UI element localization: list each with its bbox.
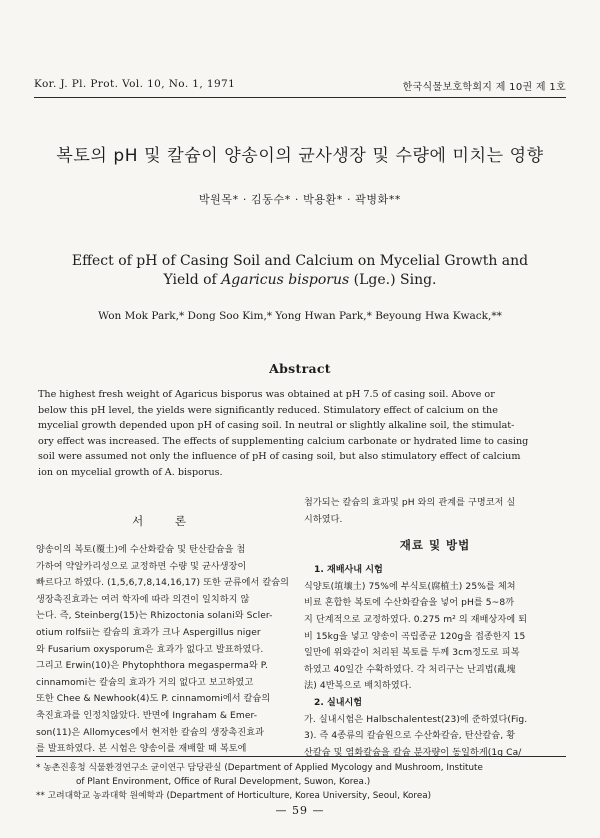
- intro-line: 와 Fusarium oxysporum은 효과가 없다고 발표하였다.: [36, 644, 264, 655]
- intro-line: 가하여 약알카리성으로 교정하면 수량 및 균사생장이: [36, 561, 247, 572]
- footnotes: [36, 756, 566, 803]
- intro-line: 그리고 Erwin(10)은 Phytophthora megasperma와 P.: [36, 661, 268, 672]
- abstract-line: The highest fresh weight of Agaricus bisporus was obtained at pH 7.5 of casing soil. Above or: [38, 389, 495, 400]
- abstract-heading: Abstract: [269, 361, 331, 376]
- intro-line: son(11)은 Allomyces에서 현저한 칼슘의 생장촉진효과: [36, 727, 264, 738]
- page-number: — 59 —: [275, 804, 325, 817]
- methods-line: 식양토(埴壤土) 75%에 부식토(腐植土) 25%를 체쳐: [304, 581, 516, 592]
- methods-line: 지 단계적으로 교정하였다. 0.275 m² 의 재배상자에 퇴: [304, 614, 528, 625]
- title-english-line-1: Effect of pH of Casing Soil and Calcium on Mycelial Growth and: [71, 253, 529, 269]
- abstract-line: ory effect was increased. The effects of supplementing calcium carbonate or hydrated lime to casing: [38, 435, 529, 447]
- methods-line: 法) 4반복으로 배치하였다.: [304, 681, 412, 692]
- intro-line: cinnamomi는 칼슘의 효과가 거의 없다고 보고하였고: [36, 677, 254, 688]
- title-english-line-2-post: (Lge.) Sing.: [349, 272, 437, 288]
- title-english-line-2-pre: Yield of: [163, 272, 222, 288]
- methods-line: 3). 즉 4종류의 칼슘원으로 수산화칼슘, 탄산칼슘, 황: [304, 731, 516, 742]
- subsection-heading: 2. 실내시험: [314, 697, 363, 708]
- methods-line: 산칼슘 및 염화칼슘을 칼슘 분자량이 동일하게(1g Ca/: [304, 747, 522, 758]
- intro-continued-line: 첨가되는 칼슘의 효과및 pH 와의 관계를 구명코저 실: [304, 498, 516, 508]
- intro-continued-line: 시하였다.: [304, 514, 343, 525]
- authors-korean: 박원목* · 김동수* · 박용환* · 곽병화**: [198, 193, 402, 206]
- methods-heading: 재료 및 방법: [399, 538, 471, 553]
- abstract-line: below this pH level, the yields were significantly reduced. Stimulatory effect of calcium on the: [38, 404, 498, 416]
- footnote-affiliation: * 농촌진흥청 식물환경연구소 균이연구 담당관실 (Department of Applied Mycology and Mushroom, Institute: [36, 763, 483, 773]
- intro-line: otium rolfsii는 칼슘의 효과가 크나 Aspergillus niger: [36, 627, 261, 638]
- intro-line: 생장촉진효과는 여러 학자에 따라 의견이 일치하지 않: [36, 594, 250, 605]
- header-rule: [34, 97, 566, 98]
- intro-line: 는다. 즉, Steinberg(15)는 Rhizoctonia solani와 Scler-: [36, 611, 273, 622]
- abstract-body: [38, 387, 562, 481]
- title-english: [0, 252, 600, 290]
- methods-line: 일만에 위와같이 처리된 복토를 두께 3cm정도로 피복: [304, 648, 520, 659]
- methods-line: 비료 혼합한 복토에 수산화칼슘을 넣어 pH를 5~8까: [304, 598, 515, 609]
- intro-line: 빠르다고 하였다. (1,5,6,7,8,14,16,17) 또한 균류에서 칼슘의: [36, 578, 290, 589]
- footnote-affiliation-continued: of Plant Environment, Office of Rural Development, Suwon, Korea.): [76, 777, 371, 787]
- intro-line: 또한 Chee & Newhook(4)도 P. cinnamomi에서 칼슘의: [36, 694, 271, 705]
- left-column: [36, 508, 296, 758]
- intro-line: 양송이의 복토(覆土)에 수산화칼슘 및 탄산칼슘을 첨: [36, 545, 246, 555]
- abstract-line: ion on mycelial growth of A. bisporus.: [38, 466, 223, 478]
- journal-citation-korean: 한국식물보호학회지 제 10권 제 1호: [402, 82, 566, 93]
- footnote-affiliation: ** 고려대학교 농과대학 원예학과 (Department of Horticulture, Korea University, Seoul, Korea): [36, 791, 432, 801]
- abstract-line: mycelial growth depended upon pH of casing soil. In neutral or slightly alkaline soil, the stimulat-: [38, 420, 515, 432]
- methods-line: 가. 실내시험은 Halbschalentest(23)에 준하였다(Fig.: [304, 714, 528, 725]
- title-korean: 복토의 pH 및 칼슘이 양송이의 균사생장 및 수량에 미치는 영향: [56, 146, 544, 166]
- journal-citation: Kor. J. Pl. Prot. Vol. 10, No. 1, 1971: [34, 78, 236, 90]
- methods-line: 비 15kg을 넣고 양송이 곡립종균 120g을 접종한지 15: [304, 631, 526, 642]
- intro-line: 를 발표하였다. 본 시험은 양송이를 재배할 때 복토에: [36, 744, 247, 755]
- species-name: Agaricus bisporus: [221, 272, 350, 288]
- abstract-line: soil were assumed not only the influence of pH of casing soil, but also stimulatory effect of calcium: [38, 451, 521, 463]
- introduction-heading: 서 론: [132, 514, 200, 528]
- methods-line: 하였고 40일간 수확하였다. 각 처리구는 난괴법(亂塊: [304, 664, 516, 675]
- authors-english: Won Mok Park,* Dong Soo Kim,* Yong Hwan Park,* Beyoung Hwa Kwack,**: [98, 310, 502, 322]
- subsection-heading: 1. 재배사내 시험: [314, 565, 383, 576]
- right-column: [304, 495, 566, 761]
- intro-line: 축진효과를 인정치않았다. 반면에 Ingraham & Emer-: [36, 710, 258, 721]
- running-head: [34, 78, 566, 94]
